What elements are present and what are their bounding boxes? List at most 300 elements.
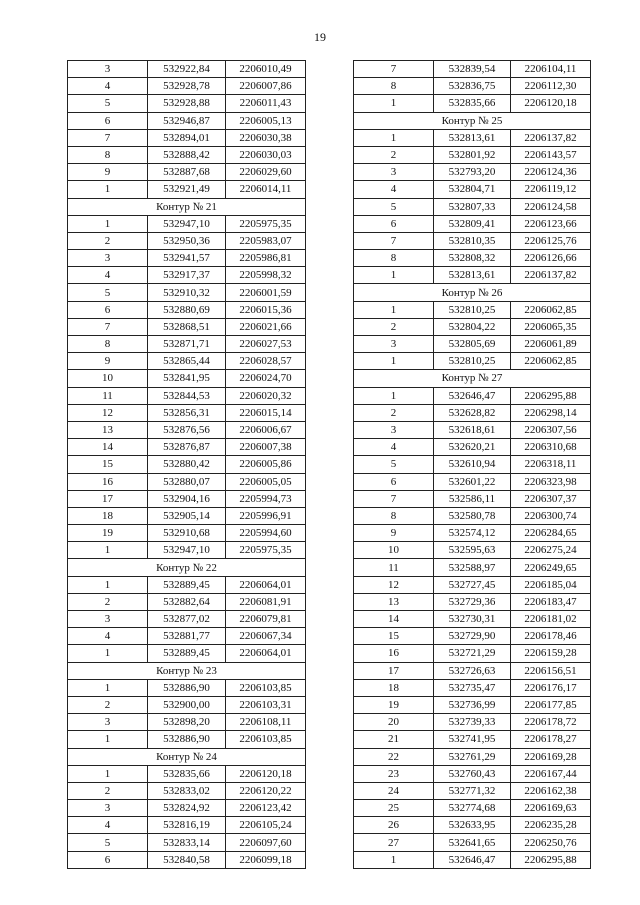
y-coordinate-cell: 2205998,32	[226, 267, 306, 284]
table-row	[354, 78, 591, 95]
x-coordinate-cell: 532760,43	[434, 765, 511, 782]
x-coordinate-cell: 532947,10	[148, 542, 226, 559]
x-coordinate-cell: 532880,42	[148, 456, 226, 473]
table-row	[354, 628, 591, 645]
x-coordinate-cell: 532813,61	[434, 267, 511, 284]
y-coordinate-cell: 2206006,67	[226, 421, 306, 438]
table-row	[68, 507, 306, 524]
x-coordinate-cell: 532917,37	[148, 267, 226, 284]
table-row	[354, 748, 591, 765]
point-number-cell: 10	[68, 370, 148, 387]
x-coordinate-cell: 532871,71	[148, 336, 226, 353]
y-coordinate-cell: 2206300,74	[511, 507, 591, 524]
x-coordinate-cell: 532833,02	[148, 782, 226, 799]
x-coordinate-cell: 532839,54	[434, 61, 511, 78]
x-coordinate-cell: 532620,21	[434, 439, 511, 456]
y-coordinate-cell: 2206064,01	[226, 576, 306, 593]
table-row	[354, 576, 591, 593]
point-number-cell: 2	[68, 782, 148, 799]
y-coordinate-cell: 2206061,89	[511, 336, 591, 353]
point-number-cell: 11	[68, 387, 148, 404]
table-row	[354, 731, 591, 748]
point-number-cell: 23	[354, 765, 434, 782]
x-coordinate-cell: 532804,71	[434, 181, 511, 198]
table-row	[354, 525, 591, 542]
coordinates-table-left	[67, 60, 306, 869]
x-coordinate-cell: 532900,00	[148, 696, 226, 713]
point-number-cell: 14	[68, 439, 148, 456]
point-number-cell: 6	[68, 112, 148, 129]
y-coordinate-cell: 2206079,81	[226, 611, 306, 628]
point-number-cell: 7	[68, 129, 148, 146]
page-number: 19	[314, 30, 326, 44]
y-coordinate-cell: 2206007,86	[226, 78, 306, 95]
point-number-cell: 20	[354, 714, 434, 731]
y-coordinate-cell: 2206169,63	[511, 800, 591, 817]
table-row	[354, 336, 591, 353]
y-coordinate-cell: 2206015,14	[226, 404, 306, 421]
contour-header: Контур № 23	[68, 662, 306, 679]
table-row	[68, 800, 306, 817]
x-coordinate-cell: 532586,11	[434, 490, 511, 507]
x-coordinate-cell: 532628,82	[434, 404, 511, 421]
x-coordinate-cell: 532618,61	[434, 421, 511, 438]
point-number-cell: 16	[354, 645, 434, 662]
table-row	[354, 851, 591, 868]
x-coordinate-cell: 532730,31	[434, 611, 511, 628]
table-row	[68, 473, 306, 490]
y-coordinate-cell: 2206126,66	[511, 250, 591, 267]
point-number-cell: 1	[68, 679, 148, 696]
x-coordinate-cell: 532729,36	[434, 593, 511, 610]
point-number-cell: 2	[354, 318, 434, 335]
y-coordinate-cell: 2205975,35	[226, 542, 306, 559]
point-number-cell: 9	[68, 353, 148, 370]
y-coordinate-cell: 2206005,05	[226, 473, 306, 490]
y-coordinate-cell: 2205975,35	[226, 215, 306, 232]
point-number-cell: 3	[354, 336, 434, 353]
point-number-cell: 7	[354, 61, 434, 78]
x-coordinate-cell: 532889,45	[148, 576, 226, 593]
table-row	[354, 679, 591, 696]
y-coordinate-cell: 2206120,18	[226, 765, 306, 782]
y-coordinate-cell: 2206065,35	[511, 318, 591, 335]
x-coordinate-cell: 532941,57	[148, 250, 226, 267]
y-coordinate-cell: 2206112,30	[511, 78, 591, 95]
point-number-cell: 8	[68, 146, 148, 163]
y-coordinate-cell: 2206250,76	[511, 834, 591, 851]
table-row	[354, 559, 591, 576]
table-row	[354, 593, 591, 610]
table-row	[68, 112, 306, 129]
table-row	[354, 645, 591, 662]
point-number-cell: 18	[354, 679, 434, 696]
x-coordinate-cell: 532810,25	[434, 353, 511, 370]
x-coordinate-cell: 532928,78	[148, 78, 226, 95]
table-row	[354, 611, 591, 628]
table-row	[354, 714, 591, 731]
x-coordinate-cell: 532793,20	[434, 164, 511, 181]
y-coordinate-cell: 2206103,31	[226, 696, 306, 713]
point-number-cell: 1	[354, 851, 434, 868]
point-number-cell: 24	[354, 782, 434, 799]
coordinates-table-right	[353, 60, 591, 869]
table-row	[354, 250, 591, 267]
x-coordinate-cell: 532588,97	[434, 559, 511, 576]
x-coordinate-cell: 532808,32	[434, 250, 511, 267]
x-coordinate-cell: 532910,68	[148, 525, 226, 542]
point-number-cell: 5	[354, 456, 434, 473]
point-number-cell: 4	[68, 817, 148, 834]
x-coordinate-cell: 532809,41	[434, 215, 511, 232]
x-coordinate-cell: 532646,47	[434, 387, 511, 404]
x-coordinate-cell: 532836,75	[434, 78, 511, 95]
x-coordinate-cell: 532888,42	[148, 146, 226, 163]
point-number-cell: 1	[68, 645, 148, 662]
x-coordinate-cell: 532595,63	[434, 542, 511, 559]
x-coordinate-cell: 532610,94	[434, 456, 511, 473]
contour-header-row	[68, 559, 306, 576]
x-coordinate-cell: 532910,32	[148, 284, 226, 301]
x-coordinate-cell: 532882,64	[148, 593, 226, 610]
y-coordinate-cell: 2206295,88	[511, 851, 591, 868]
point-number-cell: 1	[68, 765, 148, 782]
y-coordinate-cell: 2206167,44	[511, 765, 591, 782]
y-coordinate-cell: 2206011,43	[226, 95, 306, 112]
table-row	[68, 164, 306, 181]
y-coordinate-cell: 2206105,24	[226, 817, 306, 834]
point-number-cell: 5	[68, 834, 148, 851]
point-number-cell: 4	[354, 181, 434, 198]
x-coordinate-cell: 532633,95	[434, 817, 511, 834]
point-number-cell: 14	[354, 611, 434, 628]
x-coordinate-cell: 532921,49	[148, 181, 226, 198]
x-coordinate-cell: 532840,58	[148, 851, 226, 868]
point-number-cell: 7	[354, 490, 434, 507]
x-coordinate-cell: 532877,02	[148, 611, 226, 628]
point-number-cell: 9	[68, 164, 148, 181]
point-number-cell: 15	[68, 456, 148, 473]
y-coordinate-cell: 2206310,68	[511, 439, 591, 456]
y-coordinate-cell: 2206162,38	[511, 782, 591, 799]
x-coordinate-cell: 532835,66	[148, 765, 226, 782]
table-row	[68, 95, 306, 112]
point-number-cell: 2	[68, 593, 148, 610]
y-coordinate-cell: 2206178,27	[511, 731, 591, 748]
point-number-cell: 8	[354, 78, 434, 95]
table-row	[68, 851, 306, 868]
table-row	[68, 146, 306, 163]
x-coordinate-cell: 532574,12	[434, 525, 511, 542]
y-coordinate-cell: 2206125,76	[511, 232, 591, 249]
point-number-cell: 7	[68, 318, 148, 335]
table-row	[68, 267, 306, 284]
point-number-cell: 12	[68, 404, 148, 421]
x-coordinate-cell: 532761,29	[434, 748, 511, 765]
table-row	[68, 593, 306, 610]
x-coordinate-cell: 532726,63	[434, 662, 511, 679]
table-row	[354, 215, 591, 232]
table-row	[354, 439, 591, 456]
point-number-cell: 18	[68, 507, 148, 524]
y-coordinate-cell: 2206062,85	[511, 353, 591, 370]
y-coordinate-cell: 2206120,18	[511, 95, 591, 112]
point-number-cell: 1	[354, 95, 434, 112]
x-coordinate-cell: 532876,87	[148, 439, 226, 456]
contour-header-row	[68, 198, 306, 215]
y-coordinate-cell: 2206137,82	[511, 267, 591, 284]
y-coordinate-cell: 2206099,18	[226, 851, 306, 868]
table-row	[354, 318, 591, 335]
y-coordinate-cell: 2206021,66	[226, 318, 306, 335]
table-row	[68, 679, 306, 696]
y-coordinate-cell: 2206137,82	[511, 129, 591, 146]
point-number-cell: 3	[354, 421, 434, 438]
y-coordinate-cell: 2206177,85	[511, 696, 591, 713]
point-number-cell: 3	[354, 164, 434, 181]
table-row	[68, 421, 306, 438]
table-row	[68, 387, 306, 404]
point-number-cell: 19	[354, 696, 434, 713]
x-coordinate-cell: 532735,47	[434, 679, 511, 696]
x-coordinate-cell: 532813,61	[434, 129, 511, 146]
y-coordinate-cell: 2206249,65	[511, 559, 591, 576]
x-coordinate-cell: 532646,47	[434, 851, 511, 868]
point-number-cell: 2	[354, 404, 434, 421]
y-coordinate-cell: 2205986,81	[226, 250, 306, 267]
y-coordinate-cell: 2206108,11	[226, 714, 306, 731]
x-coordinate-cell: 532946,87	[148, 112, 226, 129]
point-number-cell: 1	[354, 301, 434, 318]
y-coordinate-cell: 2206183,47	[511, 593, 591, 610]
y-coordinate-cell: 2206124,58	[511, 198, 591, 215]
y-coordinate-cell: 2206027,53	[226, 336, 306, 353]
point-number-cell: 26	[354, 817, 434, 834]
table-row	[68, 370, 306, 387]
point-number-cell: 27	[354, 834, 434, 851]
table-row	[68, 731, 306, 748]
contour-header-row	[68, 662, 306, 679]
point-number-cell: 4	[354, 439, 434, 456]
y-coordinate-cell: 2206030,03	[226, 146, 306, 163]
y-coordinate-cell: 2206097,60	[226, 834, 306, 851]
point-number-cell: 17	[68, 490, 148, 507]
x-coordinate-cell: 532816,19	[148, 817, 226, 834]
table-row	[354, 267, 591, 284]
point-number-cell: 10	[354, 542, 434, 559]
y-coordinate-cell: 2206307,56	[511, 421, 591, 438]
y-coordinate-cell: 2206235,28	[511, 817, 591, 834]
point-number-cell: 25	[354, 800, 434, 817]
y-coordinate-cell: 2206307,37	[511, 490, 591, 507]
point-number-cell: 6	[68, 851, 148, 868]
x-coordinate-cell: 532886,90	[148, 731, 226, 748]
table-row	[354, 507, 591, 524]
x-coordinate-cell: 532880,07	[148, 473, 226, 490]
point-number-cell: 15	[354, 628, 434, 645]
y-coordinate-cell: 2206178,72	[511, 714, 591, 731]
x-coordinate-cell: 532950,36	[148, 232, 226, 249]
y-coordinate-cell: 2206103,85	[226, 679, 306, 696]
x-coordinate-cell: 532727,45	[434, 576, 511, 593]
y-coordinate-cell: 2206123,66	[511, 215, 591, 232]
y-coordinate-cell: 2206120,22	[226, 782, 306, 799]
point-number-cell: 1	[354, 129, 434, 146]
y-coordinate-cell: 2206119,12	[511, 181, 591, 198]
table-row	[68, 542, 306, 559]
table-row	[354, 817, 591, 834]
table-row	[354, 301, 591, 318]
table-row	[68, 782, 306, 799]
point-number-cell: 17	[354, 662, 434, 679]
point-number-cell: 8	[354, 250, 434, 267]
table-row	[68, 439, 306, 456]
table-row	[68, 129, 306, 146]
point-number-cell: 9	[354, 525, 434, 542]
point-number-cell: 4	[68, 267, 148, 284]
point-number-cell: 2	[68, 232, 148, 249]
table-row	[354, 662, 591, 679]
y-coordinate-cell: 2206010,49	[226, 61, 306, 78]
table-row	[68, 215, 306, 232]
point-number-cell: 2	[354, 146, 434, 163]
contour-header: Контур № 26	[354, 284, 591, 301]
point-number-cell: 4	[68, 628, 148, 645]
contour-header-row	[354, 370, 591, 387]
x-coordinate-cell: 532880,69	[148, 301, 226, 318]
y-coordinate-cell: 2206067,34	[226, 628, 306, 645]
x-coordinate-cell: 532771,32	[434, 782, 511, 799]
table-row	[68, 765, 306, 782]
x-coordinate-cell: 532810,35	[434, 232, 511, 249]
x-coordinate-cell: 532641,65	[434, 834, 511, 851]
x-coordinate-cell: 532580,78	[434, 507, 511, 524]
point-number-cell: 3	[68, 61, 148, 78]
contour-header: Контур № 22	[68, 559, 306, 576]
point-number-cell: 1	[68, 576, 148, 593]
contour-header: Контур № 21	[68, 198, 306, 215]
x-coordinate-cell: 532741,95	[434, 731, 511, 748]
y-coordinate-cell: 2206064,01	[226, 645, 306, 662]
point-number-cell: 13	[68, 421, 148, 438]
point-number-cell: 12	[354, 576, 434, 593]
table-row	[68, 250, 306, 267]
table-row	[68, 714, 306, 731]
x-coordinate-cell: 532876,56	[148, 421, 226, 438]
table-row	[354, 181, 591, 198]
x-coordinate-cell: 532721,29	[434, 645, 511, 662]
x-coordinate-cell: 532810,25	[434, 301, 511, 318]
y-coordinate-cell: 2206030,38	[226, 129, 306, 146]
table-row	[68, 232, 306, 249]
y-coordinate-cell: 2206123,42	[226, 800, 306, 817]
table-row	[68, 318, 306, 335]
y-coordinate-cell: 2206103,85	[226, 731, 306, 748]
x-coordinate-cell: 532886,90	[148, 679, 226, 696]
point-number-cell: 5	[68, 284, 148, 301]
y-coordinate-cell: 2205996,91	[226, 507, 306, 524]
table-row	[354, 404, 591, 421]
table-row	[354, 490, 591, 507]
table-row	[68, 696, 306, 713]
point-number-cell: 8	[68, 336, 148, 353]
point-number-cell: 4	[68, 78, 148, 95]
table-row	[68, 181, 306, 198]
point-number-cell: 3	[68, 250, 148, 267]
table-row	[354, 696, 591, 713]
point-number-cell: 6	[68, 301, 148, 318]
point-number-cell: 1	[68, 542, 148, 559]
point-number-cell: 5	[354, 198, 434, 215]
contour-header-row	[354, 284, 591, 301]
y-coordinate-cell: 2206275,24	[511, 542, 591, 559]
x-coordinate-cell: 532881,77	[148, 628, 226, 645]
point-number-cell: 3	[68, 800, 148, 817]
point-number-cell: 6	[354, 215, 434, 232]
y-coordinate-cell: 2206020,32	[226, 387, 306, 404]
table-row	[68, 301, 306, 318]
y-coordinate-cell: 2206001,59	[226, 284, 306, 301]
point-number-cell: 19	[68, 525, 148, 542]
table-row	[68, 78, 306, 95]
point-number-cell: 1	[68, 181, 148, 198]
y-coordinate-cell: 2206062,85	[511, 301, 591, 318]
x-coordinate-cell: 532736,99	[434, 696, 511, 713]
y-coordinate-cell: 2206024,70	[226, 370, 306, 387]
y-coordinate-cell: 2206104,11	[511, 61, 591, 78]
x-coordinate-cell: 532807,33	[434, 198, 511, 215]
x-coordinate-cell: 532841,95	[148, 370, 226, 387]
x-coordinate-cell: 532835,66	[434, 95, 511, 112]
point-number-cell: 1	[354, 353, 434, 370]
y-coordinate-cell: 2206124,36	[511, 164, 591, 181]
x-coordinate-cell: 532887,68	[148, 164, 226, 181]
table-row	[68, 576, 306, 593]
contour-header-row	[354, 112, 591, 129]
point-number-cell: 8	[354, 507, 434, 524]
y-coordinate-cell: 2206014,11	[226, 181, 306, 198]
x-coordinate-cell: 532856,31	[148, 404, 226, 421]
table-row	[354, 782, 591, 799]
y-coordinate-cell: 2206169,28	[511, 748, 591, 765]
table-row	[68, 525, 306, 542]
x-coordinate-cell: 532922,84	[148, 61, 226, 78]
table-row	[354, 232, 591, 249]
table-row	[354, 61, 591, 78]
x-coordinate-cell: 532898,20	[148, 714, 226, 731]
table-row	[68, 61, 306, 78]
table-row	[354, 95, 591, 112]
x-coordinate-cell: 532905,14	[148, 507, 226, 524]
y-coordinate-cell: 2205994,60	[226, 525, 306, 542]
y-coordinate-cell: 2206178,46	[511, 628, 591, 645]
table-row	[68, 611, 306, 628]
x-coordinate-cell: 532894,01	[148, 129, 226, 146]
point-number-cell: 3	[68, 611, 148, 628]
x-coordinate-cell: 532739,33	[434, 714, 511, 731]
y-coordinate-cell: 2206176,17	[511, 679, 591, 696]
x-coordinate-cell: 532774,68	[434, 800, 511, 817]
point-number-cell: 3	[68, 714, 148, 731]
y-coordinate-cell: 2206298,14	[511, 404, 591, 421]
table-row	[354, 421, 591, 438]
contour-header: Контур № 27	[354, 370, 591, 387]
x-coordinate-cell: 532804,22	[434, 318, 511, 335]
contour-header: Контур № 24	[68, 748, 306, 765]
point-number-cell: 6	[354, 473, 434, 490]
table-row	[354, 456, 591, 473]
table-row	[68, 834, 306, 851]
